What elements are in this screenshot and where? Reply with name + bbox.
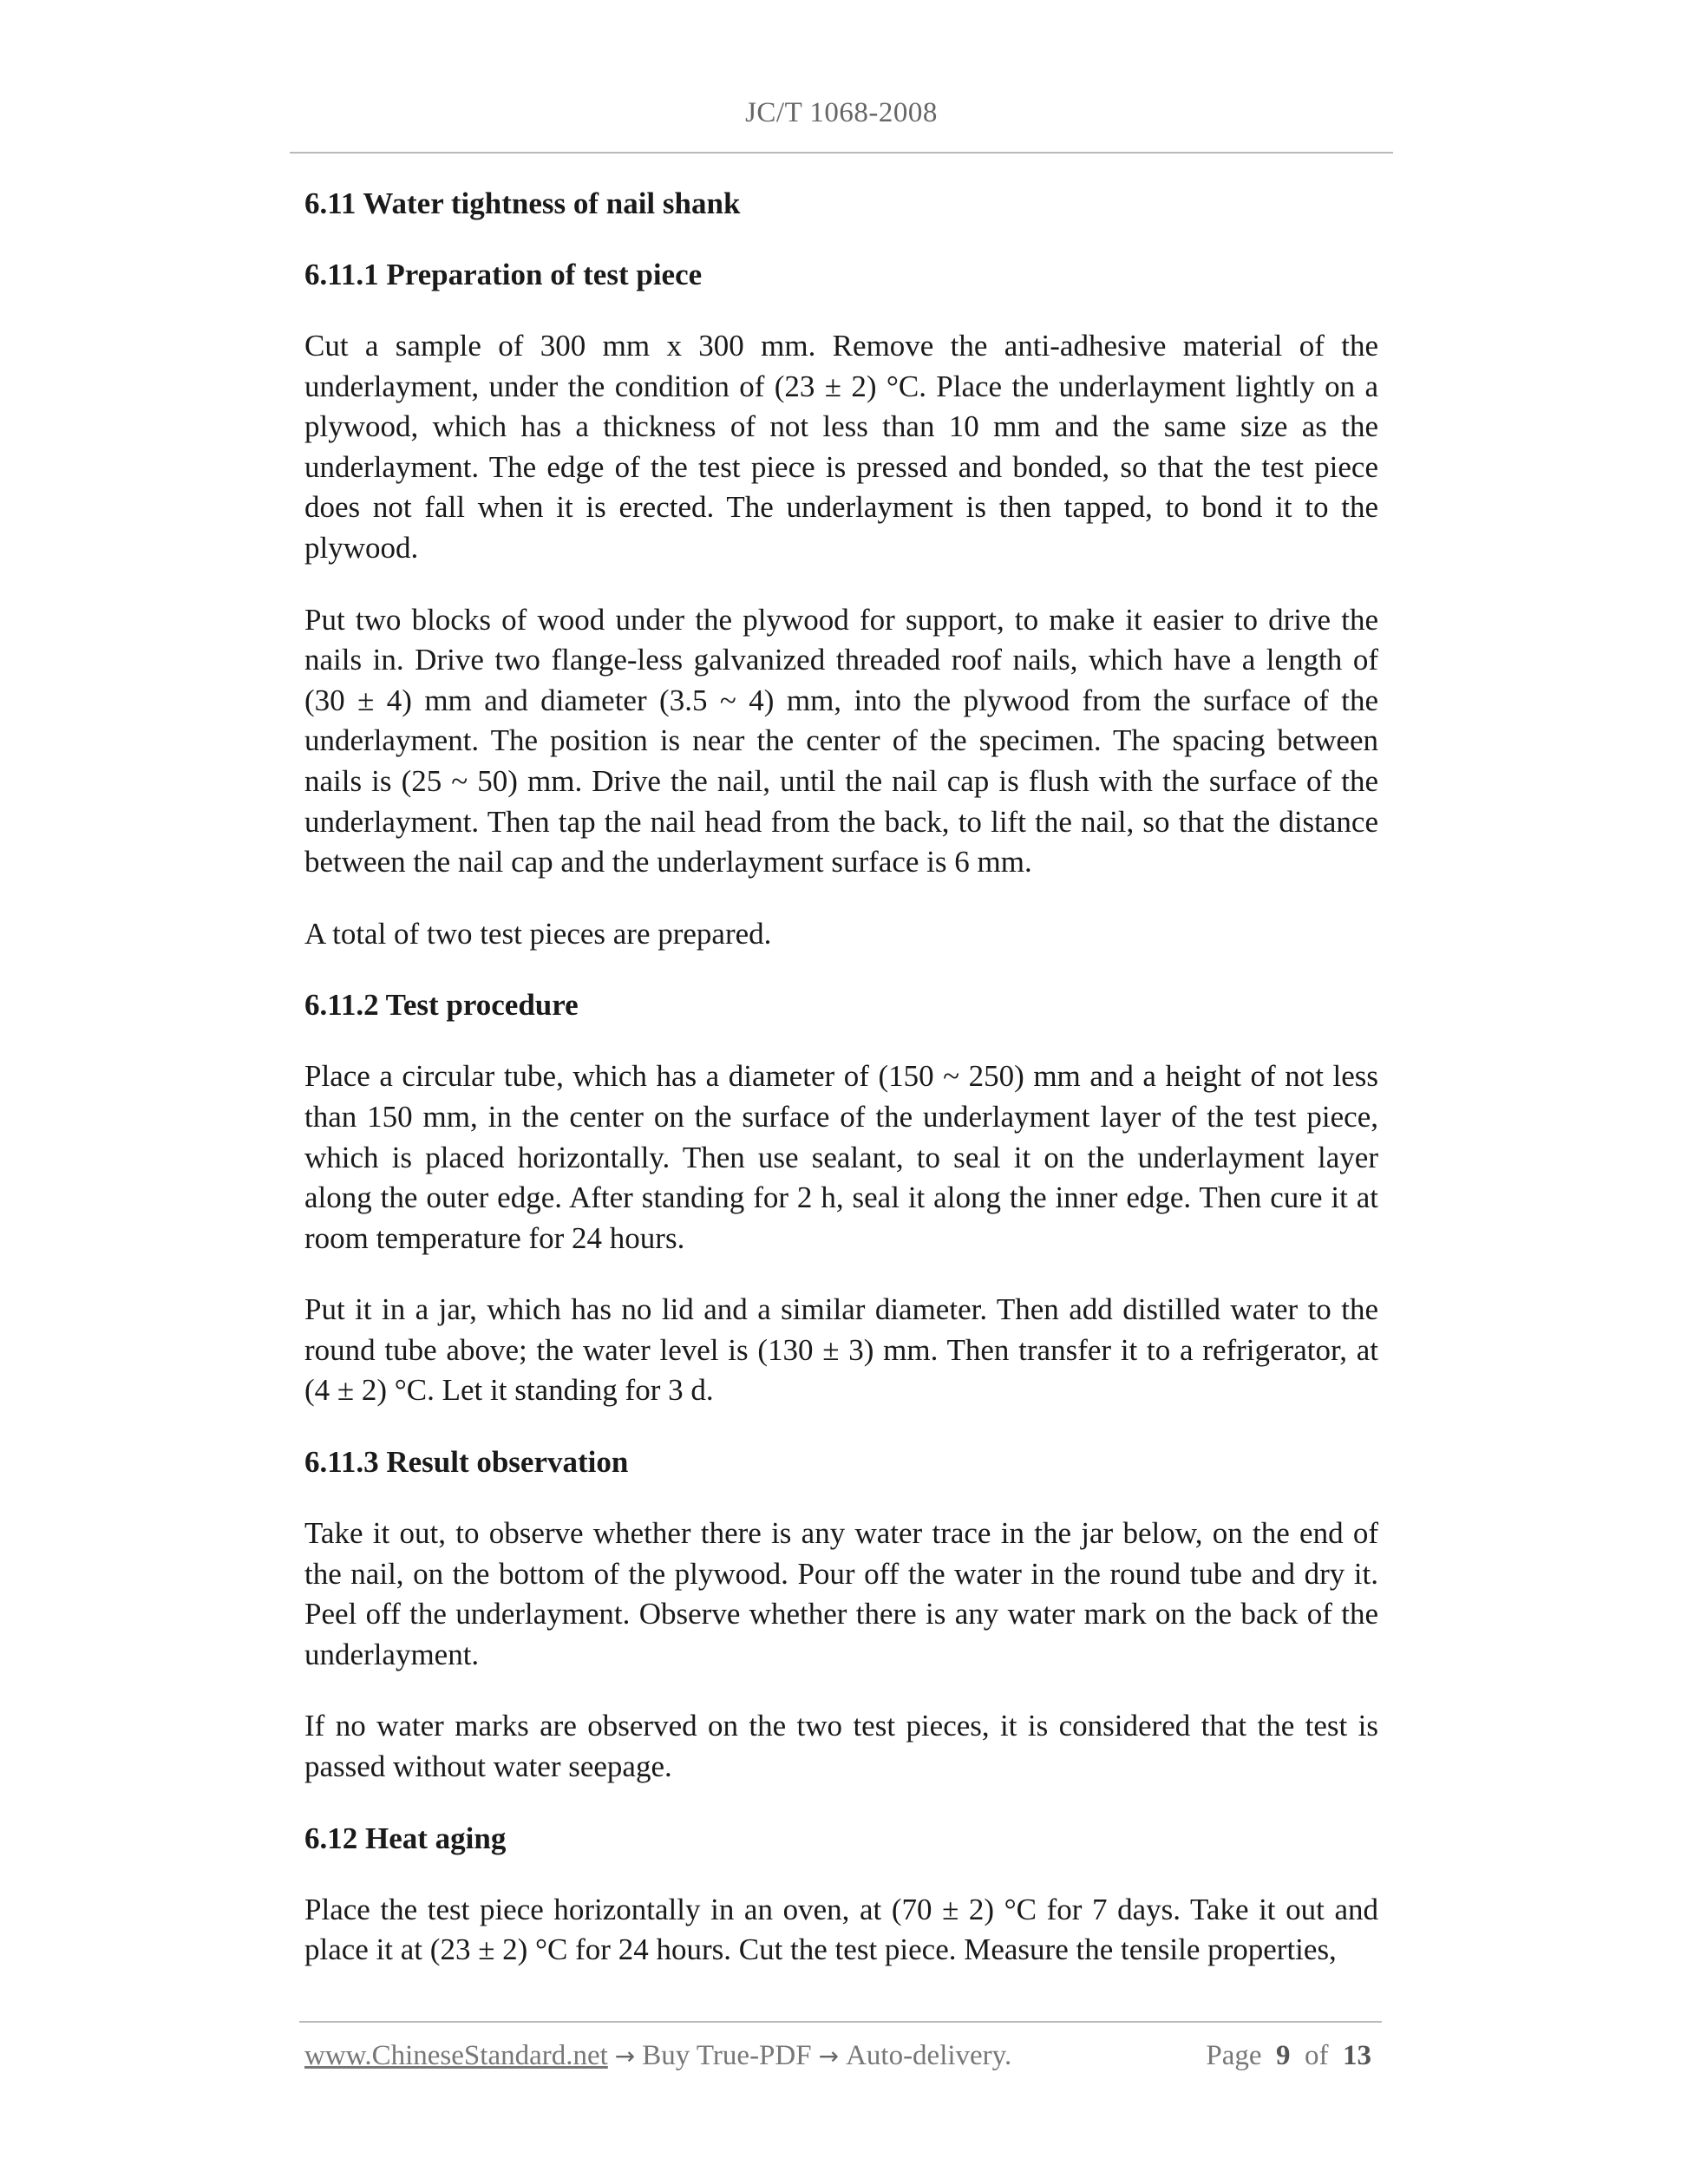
total-page-number: 13 <box>1343 2040 1371 2071</box>
footer-divider <box>299 2021 1382 2023</box>
paragraph: Take it out, to observe whether there is any water trace in the jar below, on the end of the nail, on the bottom of the plywood. Pour off the water in the round tube and dry it. Peel off the underlayment. Observe whether there is any water mark on the back of the underlayment. <box>304 1516 1378 1671</box>
arrow-right-icon: → <box>614 2042 636 2070</box>
of-label: of <box>1305 2040 1329 2071</box>
page-label: Page <box>1206 2040 1262 2071</box>
current-page-number: 9 <box>1276 2040 1291 2071</box>
buy-pdf-text: Buy True-PDF <box>642 2040 812 2071</box>
paragraph: Cut a sample of 300 mm x 300 mm. Remove the anti-adhesive material of the underlayment, under the condition of (23 ± 2) °C. Place the underlayment lightly on a plywood, which has a thickness of not less than 10 mm and the same size as the underlayment. The edge of the test piece is pressed and bonded, so that the test piece does not fall when it is erected. The underlayment is then tapped, to bond it to the plywood. <box>304 329 1378 565</box>
paragraph: A total of two test pieces are prepared. <box>304 916 772 951</box>
footer-promo <box>304 2040 1011 2072</box>
paragraph: Place the test piece horizontally in an oven, at (70 ± 2) °C for 7 days. Take it out and place it at (23 ± 2) °C for 24 hours. Cut the test piece. Measure the tensile properties, <box>304 1892 1378 1967</box>
section-heading-6-11-2: 6.11.2 Test procedure <box>304 988 579 1023</box>
paragraph: Put it in a jar, which has no lid and a similar diameter. Then add distilled water to the round tube above; the water level is (130 ± 3) mm. Then transfer it to a refrigerator, at (4 ± 2) °C. Let it standing for 3 d. <box>304 1292 1378 1408</box>
section-heading-6-11-3: 6.11.3 Result observation <box>304 1445 629 1480</box>
paragraph: If no water marks are observed on the two test pieces, it is considered that the test is passed without water seepage. <box>304 1709 1378 1784</box>
website-link[interactable]: www.ChineseStandard.net <box>304 2040 608 2071</box>
section-heading-6-11-1: 6.11.1 Preparation of test piece <box>304 258 703 291</box>
paragraph: Place a circular tube, which has a diameter of (150 ~ 250) mm and a height of not less than 150 mm, in the center on the surface of the underlayment layer of the test piece, which is placed horizontally. Then use sealant, to seal it on the underlayment layer along the outer edge. After standing for 2 h, seal it along the inner edge. Then cure it at room temperature for 24 hours. <box>304 1059 1378 1255</box>
arrow-right-icon: → <box>818 2042 840 2070</box>
auto-delivery-text: Auto-delivery. <box>846 2040 1012 2071</box>
section-heading-6-11: 6.11 Water tightness of nail shank <box>304 186 741 220</box>
header-divider <box>290 152 1393 154</box>
section-heading-6-12: 6.12 Heat aging <box>304 1821 507 1855</box>
paragraph: Put two blocks of wood under the plywood for support, to make it easier to drive the nails in. Drive two flange-less galvanized threaded roof nails, which have a length of (30 ± 4) mm and diameter (3.5 ~ 4) mm, into the plywood from the surface of the underlayment. The position is near the center of the specimen. The spacing between nails is (25 ~ 50) mm. Drive the nail, until the nail cap is flush with the surface of the underlayment. Then tap the nail head from the back, to lift the nail, so that the distance between the nail cap and the underlayment surface is 6 mm. <box>304 602 1378 879</box>
document-body <box>304 184 1378 2002</box>
page-indicator <box>1206 2040 1371 2072</box>
page-header: JC/T 1068-2008 <box>745 97 938 128</box>
